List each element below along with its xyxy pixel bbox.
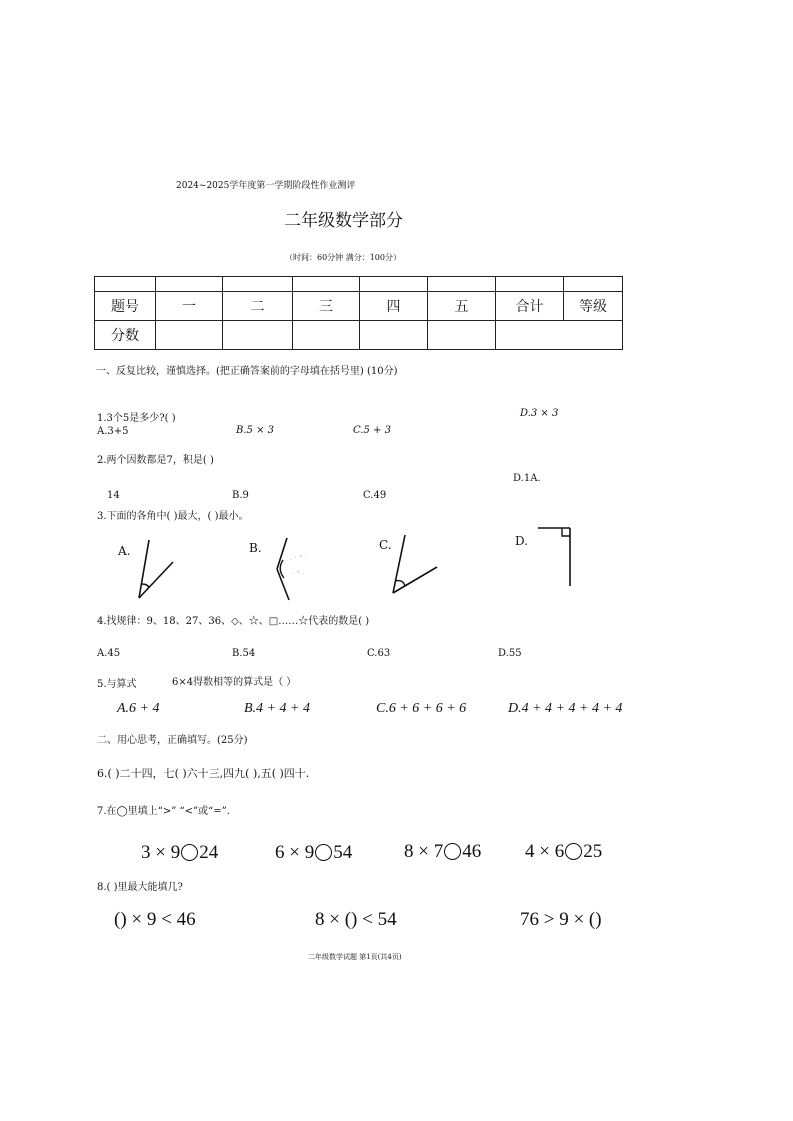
q1-option-d: D.3 × 3 xyxy=(520,408,559,419)
score-header-cell: 等级 xyxy=(564,292,623,321)
q8-item-1: () × 9 < 46 xyxy=(114,909,196,930)
page-title: 二年级数学部分 xyxy=(284,211,403,231)
q7-item-1 xyxy=(141,842,218,864)
q6-text: 6.( )二十四，七( )六十三,四九( ),五( )四十. xyxy=(97,767,310,780)
angle-d-figure xyxy=(530,526,578,588)
q7-item-4-left: 4 × 6 xyxy=(525,841,565,862)
q8-stem: 8.( )里最大能填几? xyxy=(97,882,183,893)
score-table xyxy=(94,276,623,350)
q4-option-a: A.45 xyxy=(97,648,121,659)
q4-stem: 4.找规律：9、18、27、36、◇、☆、□……☆代表的数是( ) xyxy=(97,616,370,627)
q7-item-2 xyxy=(275,842,352,864)
q5-option-c: C.6 + 6 + 6 + 6 xyxy=(376,701,467,716)
section1-heading: 一、反复比较，谨慎选择。(把正确答案前的字母填在括号里) (10分) xyxy=(96,366,398,377)
score-cell[interactable] xyxy=(223,321,293,350)
compare-circle[interactable] xyxy=(444,843,461,860)
q4-option-d: D.55 xyxy=(498,648,522,659)
angle-d-label: D. xyxy=(515,534,529,548)
q2-option-c: C.49 xyxy=(363,490,387,501)
q7-stem: 7.在◯里填上“>” “<”或“=”. xyxy=(97,806,230,817)
q8-item-3: 76 > 9 × () xyxy=(520,909,602,930)
term-header: 2024~2025学年度第一学期阶段性作业测评 xyxy=(176,181,356,191)
q2-option-b: B.9 xyxy=(232,490,249,501)
compare-circle[interactable] xyxy=(565,843,582,860)
q7-item-3-left: 8 × 7 xyxy=(404,841,444,862)
q5-option-a: A.6 + 4 xyxy=(117,701,160,716)
score-cell[interactable] xyxy=(496,321,623,350)
q5-option-b: B.4 + 4 + 4 xyxy=(244,701,310,716)
score-header-cell: 五 xyxy=(428,292,496,321)
q1-option-a: A.3+5 xyxy=(97,426,129,437)
q7-item-4 xyxy=(525,841,602,863)
score-header-cell: 四 xyxy=(360,292,428,321)
angle-b-label: B. xyxy=(249,541,262,555)
q5-stem: 5.与算式 xyxy=(97,679,137,690)
q7-item-1-right: 24 xyxy=(199,842,219,863)
q7-item-3 xyxy=(404,841,481,863)
score-cell[interactable] xyxy=(428,321,496,350)
score-header-cell: 题号 xyxy=(95,292,156,321)
angle-b-figure xyxy=(260,536,320,602)
angle-c-figure xyxy=(385,533,441,597)
q7-item-1-left: 3 × 9 xyxy=(141,842,181,863)
q7-item-2-right: 54 xyxy=(333,842,353,863)
score-cell[interactable] xyxy=(156,321,223,350)
q2-stem-text: 2.两个因数都是7，积是( ) xyxy=(97,455,214,466)
q5-option-d: D.4 + 4 + 4 + 4 + 4 xyxy=(508,701,623,716)
score-header-cell: 一 xyxy=(156,292,223,321)
section2-heading: 二、用心思考，正确填写。(25分) xyxy=(97,735,248,746)
score-header-cell: 二 xyxy=(223,292,293,321)
angle-a-label: A. xyxy=(118,544,131,558)
q7-item-4-right: 25 xyxy=(583,841,603,862)
q8-item-2: 8 × () < 54 xyxy=(315,909,397,930)
score-header-cell: 三 xyxy=(293,292,360,321)
q4-option-b: B.54 xyxy=(232,648,256,659)
angle-a-figure xyxy=(125,538,181,602)
q1-option-c: C.5 + 3 xyxy=(353,425,391,436)
score-header-cell: 合计 xyxy=(496,292,564,321)
q7-item-3-right: 46 xyxy=(462,841,482,862)
compare-circle[interactable] xyxy=(315,844,332,861)
svg-text:· ° ·: · ° · xyxy=(292,570,305,578)
exam-info: （时间：60分钟 满分：100分） xyxy=(285,253,401,262)
q3-stem: 3.下面的各角中( )最大，( )最小。 xyxy=(97,511,249,522)
q2-option-a: 14 xyxy=(107,490,120,501)
q5-expression: 6×4得数相等的算式是（ ） xyxy=(172,677,297,688)
score-row-label: 分数 xyxy=(95,321,156,350)
compare-circle[interactable] xyxy=(181,844,198,861)
score-cell[interactable] xyxy=(360,321,428,350)
score-cell[interactable] xyxy=(293,321,360,350)
q1-option-b: B.5 × 3 xyxy=(236,425,274,436)
svg-text:. · ° ·: . · ° · xyxy=(290,554,307,562)
angle-c-label: C. xyxy=(379,538,392,552)
q2-option-d: D.1A. xyxy=(513,473,541,484)
q4-option-c: C.63 xyxy=(367,648,391,659)
q7-item-2-left: 6 × 9 xyxy=(275,842,315,863)
page-footer: 二年级数学试题 第1页(共4页) xyxy=(308,953,402,961)
q1-stem: 1.3个5是多少?( ) xyxy=(97,413,176,424)
